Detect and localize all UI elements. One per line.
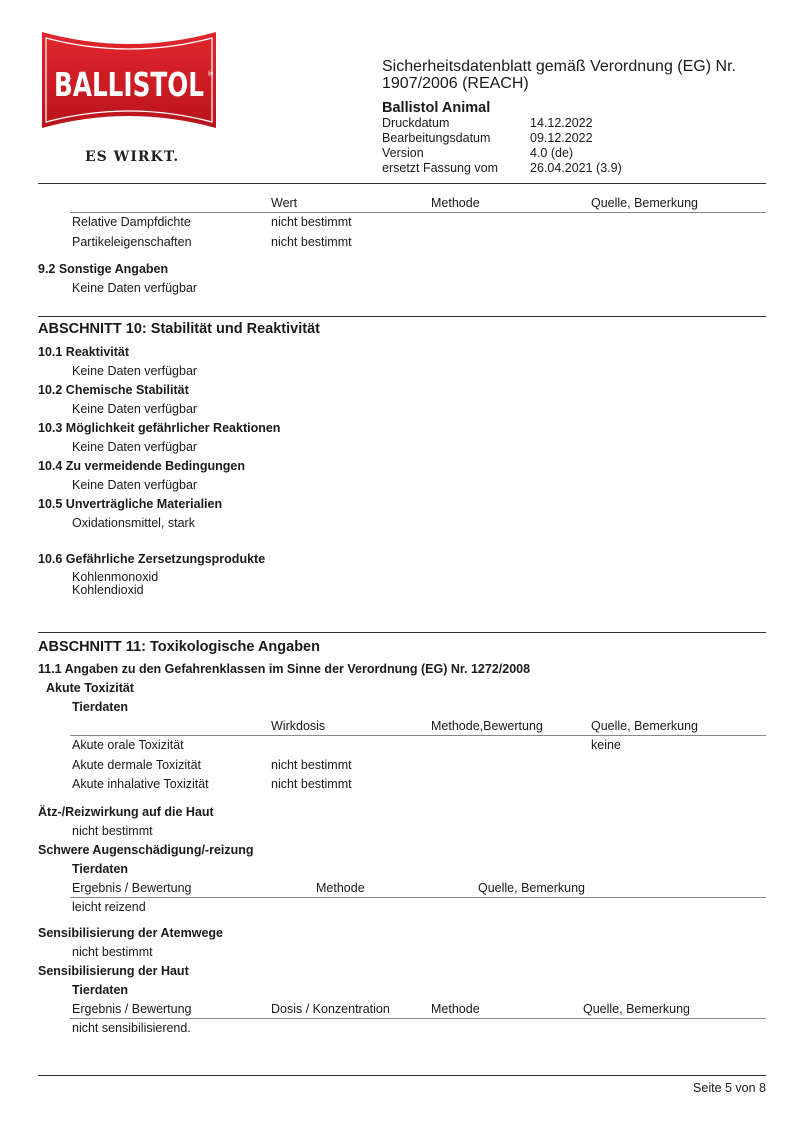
skin-irritation-heading: Ätz-/Reizwirkung auf die Haut	[38, 805, 214, 819]
table-row-value: nicht bestimmt	[271, 215, 352, 229]
meta-label: Druckdatum	[382, 116, 450, 130]
meta-label: Version	[382, 146, 424, 160]
meta-value: 26.04.2021 (3.9)	[530, 161, 622, 175]
meta-label: ersetzt Fassung vom	[382, 161, 499, 175]
col-header-quelle: Quelle, Bemerkung	[478, 881, 586, 895]
subsection-text: Kohlendioxid	[72, 583, 144, 597]
acute-toxicity-heading: Akute Toxizität	[46, 681, 134, 695]
skin-sensitisation-heading: Sensibilisierung der Haut	[38, 964, 189, 978]
col-header-quelle: Quelle, Bemerkung	[591, 196, 699, 210]
col-header-methode: Methode	[431, 196, 480, 210]
section-divider	[38, 316, 766, 317]
table-header-rule	[70, 735, 766, 736]
table-header-rule	[70, 897, 766, 898]
document-title: Sicherheitsdatenblatt gemäß Verordnung (EG) Nr. 1907/2006 (REACH)	[382, 58, 736, 92]
col-header-methode: Methode	[316, 881, 365, 895]
col-header-quelle: Quelle, Bemerkung	[591, 719, 699, 733]
col-header-ergebnis: Ergebnis / Bewertung	[72, 881, 192, 895]
tierdaten-label: Tierdaten	[72, 983, 129, 997]
table-row-name: Partikeleigenschaften	[72, 235, 192, 249]
brand-wordmark: BALLISTOL	[54, 65, 204, 104]
table-row-name: Akute inhalative Toxizität	[72, 777, 209, 791]
table-row-name: Relative Dampfdichte	[72, 215, 191, 229]
ballistol-logo	[40, 30, 218, 130]
subsection-heading: 10.5 Unverträgliche Materialien	[38, 497, 223, 511]
table-header-rule	[70, 212, 766, 213]
subsection-text: Oxidationsmittel, stark	[72, 516, 195, 530]
meta-value: 14.12.2022	[530, 116, 593, 130]
section-title-10: ABSCHNITT 10: Stabilität und Reaktivität	[38, 321, 320, 337]
table-header-rule	[70, 1018, 766, 1019]
product-name: Ballistol Animal	[382, 100, 491, 116]
section-title-11: ABSCHNITT 11: Toxikologische Angaben	[38, 639, 320, 655]
table-row-value: nicht bestimmt	[271, 777, 352, 791]
col-header-wirkdosis: Wirkdosis	[271, 719, 326, 733]
subsection-text: Keine Daten verfügbar	[72, 281, 198, 295]
subsection-text: nicht bestimmt	[72, 824, 153, 838]
tierdaten-label: Tierdaten	[72, 862, 129, 876]
subsection-heading: 10.1 Reaktivität	[38, 345, 130, 359]
col-header-dosis: Dosis / Konzentration	[271, 1002, 390, 1016]
header-divider	[38, 183, 766, 184]
subsection-text: nicht bestimmt	[72, 945, 153, 959]
col-header-methode-bewertung: Methode,Bewertung	[431, 719, 543, 733]
table-row-value: nicht bestimmt	[271, 235, 352, 249]
subsection-heading-9-2: 9.2 Sonstige Angaben	[38, 262, 169, 276]
table-row-value: leicht reizend	[72, 900, 146, 914]
tierdaten-label: Tierdaten	[72, 700, 129, 714]
table-row-name: Akute dermale Toxizität	[72, 758, 201, 772]
meta-value: 4.0 (de)	[530, 146, 574, 160]
table-row-value: nicht bestimmt	[271, 758, 352, 772]
subsection-text: Keine Daten verfügbar	[72, 440, 198, 454]
meta-value: 09.12.2022	[530, 131, 593, 145]
subsection-text: Keine Daten verfügbar	[72, 478, 198, 492]
footer-divider	[38, 1075, 766, 1076]
subsection-heading: 10.3 Möglichkeit gefährlicher Reaktionen	[38, 421, 281, 435]
subsection-heading: 10.2 Chemische Stabilität	[38, 383, 189, 397]
col-header-methode: Methode	[431, 1002, 480, 1016]
subsection-text: Keine Daten verfügbar	[72, 364, 198, 378]
eye-damage-heading: Schwere Augenschädigung/-reizung	[38, 843, 254, 857]
subsection-text: Kohlenmonoxid	[72, 570, 159, 584]
brand-slogan: ES WIRKT.	[85, 149, 180, 165]
subsection-text: Keine Daten verfügbar	[72, 402, 198, 416]
respiratory-sensitisation-heading: Sensibilisierung der Atemwege	[38, 926, 224, 940]
col-header-ergebnis: Ergebnis / Bewertung	[72, 1002, 192, 1016]
subsection-heading: 10.4 Zu vermeidende Bedingungen	[38, 459, 245, 473]
col-header-wert: Wert	[271, 196, 298, 210]
subsection-heading-11-1: 11.1 Angaben zu den Gefahrenklassen im Sinne der Verordnung (EG) Nr. 1272/2008	[38, 662, 531, 676]
table-row-source: keine	[591, 738, 621, 752]
table-row-name: Akute orale Toxizität	[72, 738, 184, 752]
subsection-heading-10-6: 10.6 Gefährliche Zersetzungsprodukte	[38, 552, 266, 566]
col-header-quelle: Quelle, Bemerkung	[583, 1002, 691, 1016]
section-divider	[38, 632, 766, 633]
svg-text:®: ®	[207, 70, 214, 78]
table-row-value: nicht sensibilisierend.	[72, 1021, 191, 1035]
meta-label: Bearbeitungsdatum	[382, 131, 491, 145]
page-number: Seite 5 von 8	[693, 1081, 766, 1095]
